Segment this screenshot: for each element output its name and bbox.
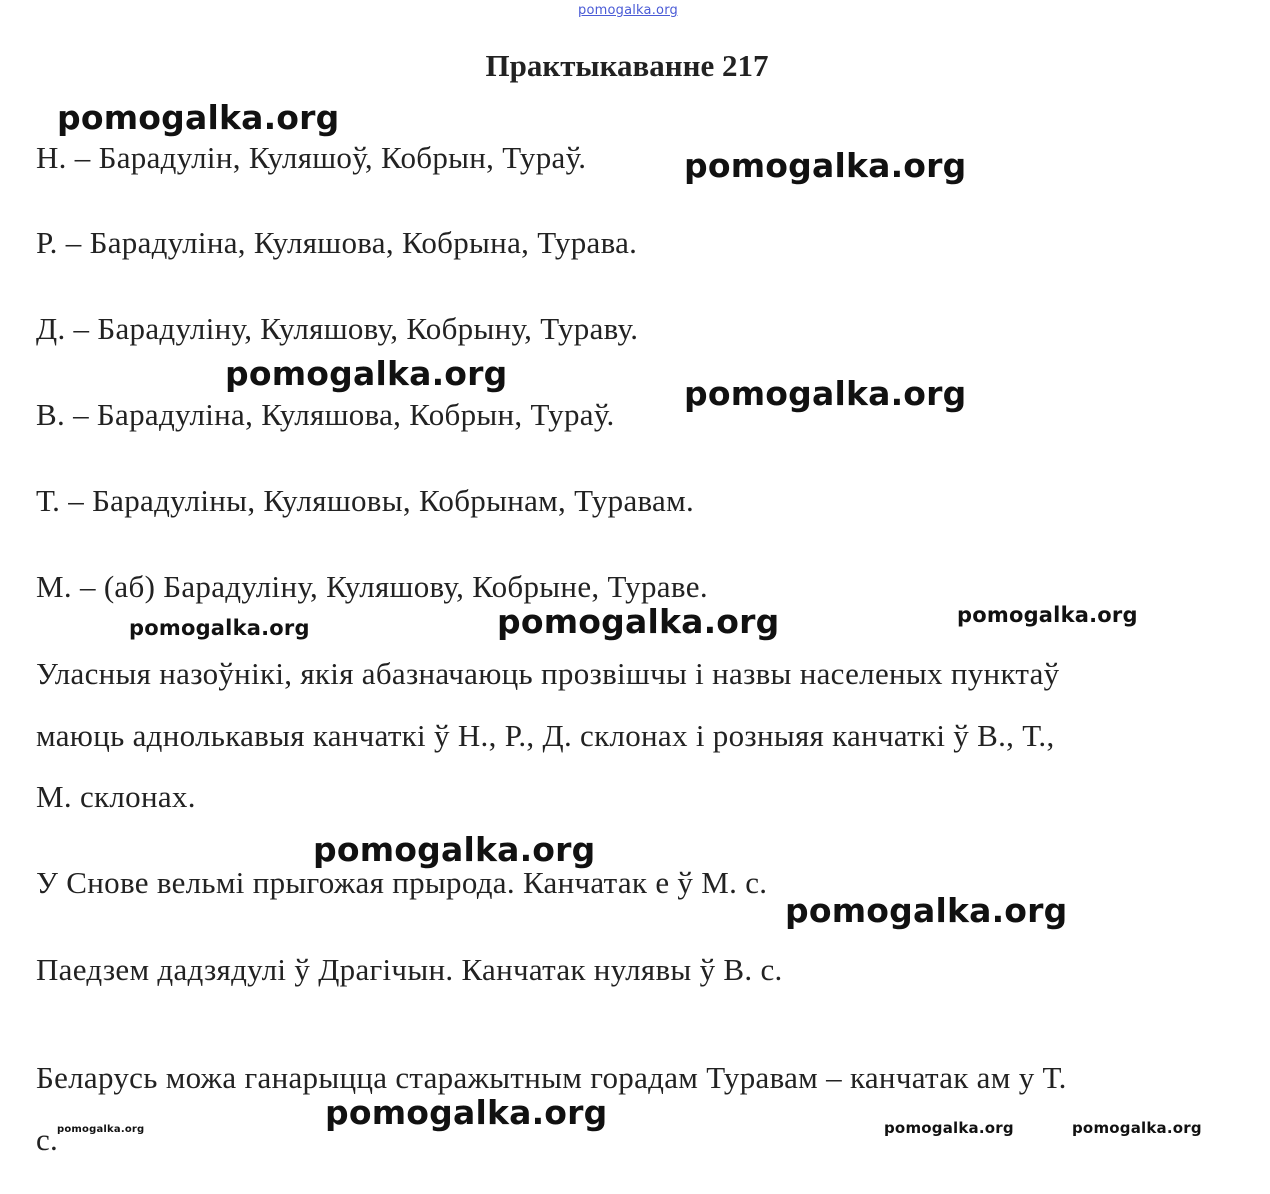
text-paragraph-line-2: маюць аднолькавыя канчаткі ў Н., Р., Д. склонах і розныяя канчаткі ў В., Т., (36, 718, 1055, 753)
text-line-instrumental: Т. – Барадуліны, Куляшовы, Кобрынам, Туравам. (36, 483, 695, 518)
watermark: pomogalka.org (957, 603, 1138, 627)
watermark: pomogalka.org (497, 602, 780, 641)
watermark: pomogalka.org (1072, 1119, 1202, 1137)
watermark: pomogalka.org (57, 1124, 145, 1135)
text-line-dative: Д. – Барадуліну, Куляшову, Кобрыну, Тураву. (36, 311, 639, 346)
text-line-genitive: Р. – Барадуліна, Куляшова, Кобрына, Турава. (36, 225, 638, 260)
text-line-locative: М. – (аб) Барадуліну, Куляшову, Кобрыне, Туравe. (36, 569, 708, 604)
text-example-dragichyn: Паедзем дадзядулі ў Драгічын. Канчатак нулявы ў В. с. (36, 952, 783, 987)
text-example-turau-end: с. (36, 1122, 59, 1157)
watermark: pomogalka.org (225, 354, 508, 393)
text-line-accusative: В. – Барадуліна, Куляшова, Кобрын, Тураў. (36, 397, 615, 432)
watermark-top-link: pomogalka.org (578, 3, 678, 18)
watermark: pomogalka.org (325, 1093, 608, 1132)
text-paragraph-line-1: Уласныя назоўнікі, якія абазначаюць прозвішчы і назвы населеных пунктаў (36, 656, 1060, 691)
watermark: pomogalka.org (684, 374, 967, 413)
text-line-nominative: Н. – Барадулін, Куляшоў, Кобрын, Тураў. (36, 140, 587, 175)
watermark: pomogalka.org (129, 616, 310, 640)
text-paragraph-line-3: М. склонах. (36, 779, 196, 814)
watermark: pomogalka.org (57, 98, 340, 137)
watermark: pomogalka.org (313, 830, 596, 869)
text-example-turau: Беларусь можа ганарыцца старажытным горадам Туравам – канчатак ам у Т. (36, 1060, 1067, 1095)
watermark: pomogalka.org (884, 1119, 1014, 1137)
text-example-snov: У Снове вельмі прыгожая прырода. Канчатак е ў М. с. (36, 865, 768, 900)
watermark: pomogalka.org (785, 891, 1068, 930)
watermark: pomogalka.org (684, 146, 967, 185)
page-title: Практыкаванне 217 (485, 48, 769, 83)
